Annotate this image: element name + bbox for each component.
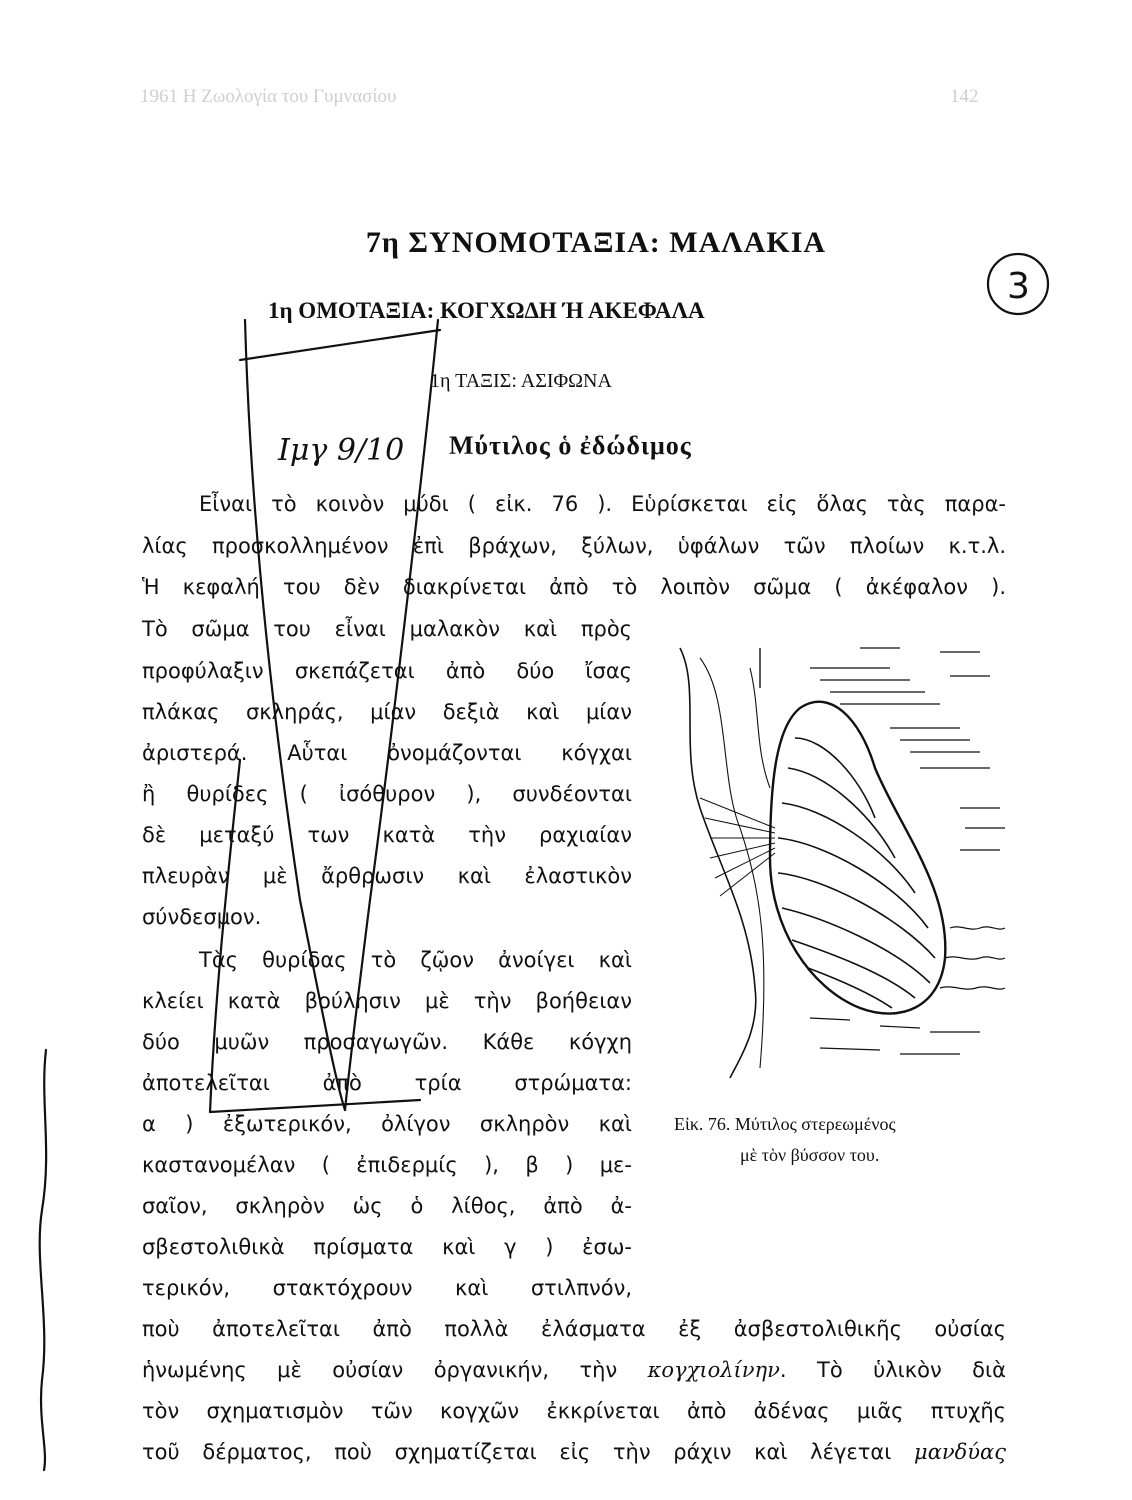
body-line: προφύλαξιν σκεπάζεται ἀπὸ δύο ἴσας bbox=[142, 659, 632, 683]
figure-caption-line2: μὲ τὸν βύσσον του. bbox=[740, 1145, 880, 1165]
ghost-page-number: 142 bbox=[950, 86, 979, 107]
handwritten-note: Ιμγ 9/10 bbox=[278, 433, 405, 468]
body-line: σβεστολιθικὰ πρίσματα καὶ γ ) ἐσω- bbox=[142, 1235, 632, 1259]
body-line: Τὰς θυρίδας τὸ ζῷον ἀνοίγει καὶ bbox=[199, 948, 632, 972]
term-conchiolin: κογχιολίνην bbox=[647, 1358, 780, 1382]
body-line: πλευρὰν μὲ ἄρθρωσιν καὶ ἐλαστικὸν bbox=[142, 864, 632, 888]
heading-species: Μύτιλος ὁ ἐδώδιμος bbox=[449, 431, 692, 460]
body-line: ἀριστερά. Αὗται ὀνομάζονται κόγχαι bbox=[142, 741, 632, 765]
circled-page-number: 3 bbox=[1007, 266, 1030, 307]
body-line: Τὸ σῶμα του εἶναι μαλακὸν καὶ πρὸς bbox=[142, 617, 632, 641]
body-line: σαῖον, σκληρὸν ὡς ὁ λίθος, ἀπὸ ἀ- bbox=[142, 1194, 632, 1218]
body-line: τερικόν, στακτόχρουν καὶ στιλπνόν, bbox=[142, 1276, 632, 1300]
body-line-segment: . Τὸ ὑλικὸν διὰ bbox=[779, 1358, 1006, 1382]
body-line: δύο μυῶν προσαγωγῶν. Κάθε κόγχη bbox=[142, 1030, 632, 1054]
body-line: ἢ θυρίδες ( ἰσόθυρον ), συνδέονται bbox=[142, 782, 632, 806]
body-line bbox=[142, 1358, 1006, 1382]
body-line: σύνδεσμον. bbox=[142, 905, 262, 929]
body-line: κλείει κατὰ βούλησιν μὲ τὴν βοήθειαν bbox=[142, 989, 632, 1013]
body-line: λίας προσκολλημένον ἐπὶ βράχων, ξύλων, ὑφάλων τῶν πλοίων κ.τ.λ. bbox=[142, 534, 1006, 558]
heading-phylum-text: 7η ΣΥΝΟΜΟΤΑΞΙΑ: ΜΑΛΑΚΙΑ bbox=[365, 226, 827, 259]
heading-class: 1η ΟΜΟΤΑΞΙΑ: ΚΟΓΧΩΔΗ Ή ΑΚΕΦΑΛΑ bbox=[268, 298, 705, 323]
body-line: δὲ μεταξύ των κατὰ τὴν ραχιαίαν bbox=[142, 823, 632, 847]
body-line-segment: ἡνωμένης μὲ οὐσίαν ὀργανικήν, τὴν bbox=[142, 1358, 618, 1382]
body-line bbox=[142, 1440, 1006, 1464]
body-line: τὸν σχηματισμὸν τῶν κογχῶν ἐκκρίνεται ἀπὸ ἀδένας μιᾶς πτυχῆς bbox=[142, 1399, 1006, 1423]
term-mantle: μανδύας bbox=[914, 1440, 1006, 1464]
body-line: α ) ἐξωτερικόν, ὀλίγον σκληρὸν καὶ bbox=[142, 1112, 632, 1136]
body-line: πλάκας σκληράς, μίαν δεξιὰ καὶ μίαν bbox=[142, 700, 632, 724]
body-line: καστανομέλαν ( ἐπιδερμίς ), β ) με- bbox=[142, 1153, 632, 1177]
body-line: Εἶναι τὸ κοινὸν μύδι ( εἰκ. 76 ). Εὑρίσκεται εἰς ὅλας τὰς παρα- bbox=[199, 492, 1006, 516]
body-line-segment: τοῦ δέρματος, ποὺ σχηματίζεται εἰς τὴν ράχιν καὶ λέγεται bbox=[142, 1440, 892, 1464]
mussel-illustration-icon bbox=[660, 628, 1010, 1090]
heading-phylum bbox=[0, 226, 1132, 260]
body-line: Ἡ κεφαλή του δὲν διακρίνεται ἀπὸ τὸ λοιπὸν σῶμα ( ἀκέφαλον ). bbox=[142, 575, 1006, 599]
body-line: ἀποτελεῖται ἀπὸ τρία στρώματα: bbox=[142, 1071, 632, 1095]
ghost-running-header: 1961 Η Ζωολογία του Γυμνασίου bbox=[140, 86, 397, 107]
heading-order: 1η ΤΑΞΙΣ: ΑΣΙΦΩΝΑ bbox=[430, 370, 612, 392]
body-line: ποὺ ἀποτελεῖται ἀπὸ πολλὰ ἐλάσματα ἐξ ἀσβεστολιθικῆς οὐσίας bbox=[142, 1317, 1006, 1341]
figure-caption-line1: Εἰκ. 76. Μύτιλος στερεωμένος bbox=[674, 1114, 896, 1134]
